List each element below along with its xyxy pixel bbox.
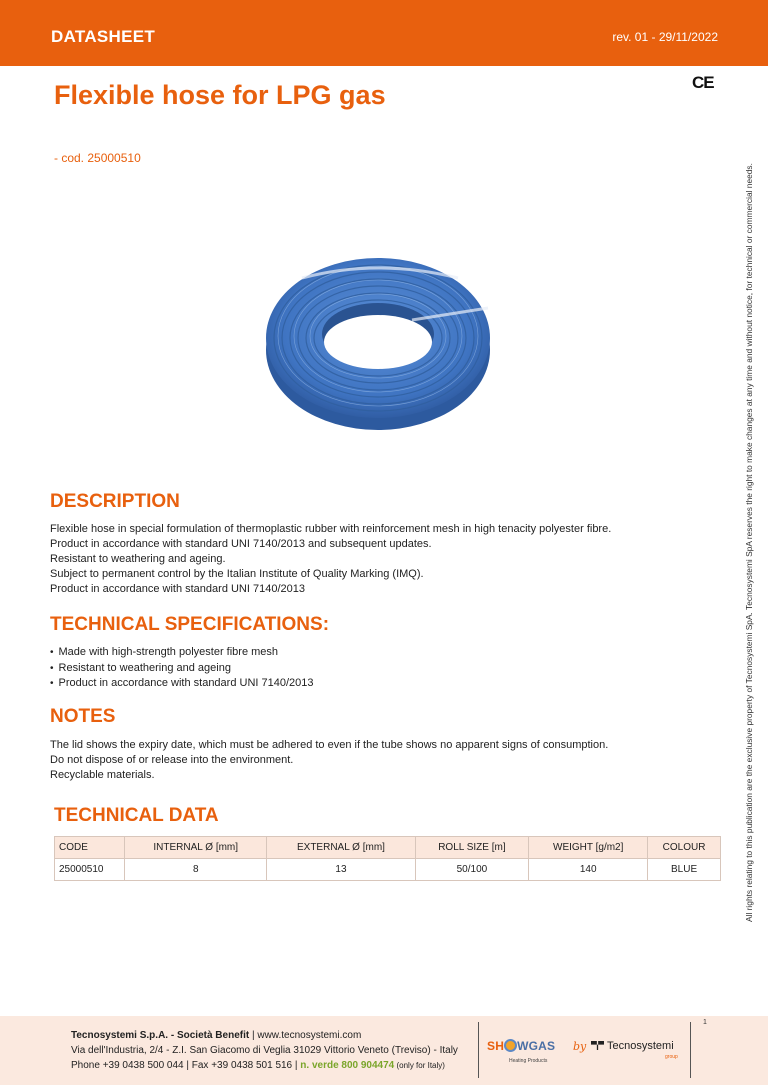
page-title: Flexible hose for LPG gas — [54, 80, 386, 110]
footer-phone-line — [71, 1058, 458, 1073]
footer-divider — [478, 1022, 479, 1078]
technical-data-table — [54, 836, 721, 881]
table-header-row — [55, 837, 721, 859]
description-line: Subject to permanent control by the Italian Institute of Quality Marking (IMQ). — [50, 568, 424, 580]
specs-heading: TECHNICAL SPECIFICATIONS: — [50, 614, 330, 635]
description-heading: DESCRIPTION — [50, 491, 180, 512]
footer-address: Via dell'Industria, 2/4 - Z.I. San Giacomo di Veglia 31029 Vittorio Veneto (Treviso) - Italy — [71, 1045, 458, 1056]
table-cell: 8 — [125, 859, 267, 881]
notes-line: Do not dispose of or release into the environment. — [50, 754, 294, 766]
hose-coil-image — [262, 238, 494, 434]
revision-date: rev. 01 - 29/11/2022 — [612, 30, 718, 44]
column-header: COLOUR — [648, 837, 721, 859]
flame-drop-icon — [504, 1039, 517, 1052]
notes-line: The lid shows the expiry date, which must be adhered to even if the tube shows no apparent signs of consumption. — [50, 739, 609, 751]
datasheet-label: DATASHEET — [51, 27, 156, 46]
specs-item: • Made with high-strength polyester fibre mesh — [50, 645, 314, 661]
toll-free-note: (only for Italy) — [394, 1061, 445, 1070]
column-header: ROLL SIZE [m] — [415, 837, 529, 859]
footer-company-line — [71, 1028, 458, 1043]
description-line: Product in accordance with standard UNI 7140/2013 — [50, 583, 305, 595]
company-website[interactable]: | www.tecnosystemi.com — [249, 1030, 362, 1041]
tecnosystemi-mark-icon — [591, 1041, 604, 1050]
specs-item: • Resistant to weathering and ageing — [50, 661, 314, 677]
footer-contact — [71, 1028, 458, 1073]
column-header: CODE — [55, 837, 125, 859]
table-row — [55, 859, 721, 881]
showgas-logo: SH WGAS — [487, 1039, 556, 1053]
column-header: INTERNAL Ø [mm] — [125, 837, 267, 859]
table-cell: 25000510 — [55, 859, 125, 881]
description-line: Resistant to weathering and ageing. — [50, 553, 226, 565]
toll-free-number: n. verde 800 904474 — [300, 1060, 395, 1071]
copyright-side-note: All rights relating to this publication are the exclusive property of Tecnosystemi SpA. Tecnosystemi SpA reserves the right to make changes at any time and without notice, for technical or commercial needs. — [744, 163, 754, 922]
notes-line: Recyclable materials. — [50, 769, 155, 781]
company-name: Tecnosystemi S.p.A. - Società Benefit — [71, 1030, 250, 1041]
table-cell: 13 — [267, 859, 415, 881]
footer — [0, 1016, 768, 1085]
table-cell: 140 — [529, 859, 648, 881]
tecnosystemi-logo: Tecnosystemi — [591, 1040, 674, 1052]
description-line: Product in accordance with standard UNI 7140/2013 and subsequent updates. — [50, 538, 432, 550]
by-text: by — [573, 1040, 587, 1053]
product-code: - cod. 25000510 — [54, 151, 141, 165]
group-label: group — [665, 1054, 678, 1060]
technical-data-heading: TECHNICAL DATA — [54, 805, 219, 826]
footer-divider — [690, 1022, 691, 1078]
description-line: Flexible hose in special formulation of thermoplastic rubber with reinforcement mesh in high tenacity polyester fibre. — [50, 523, 612, 535]
ce-mark: CE — [692, 73, 714, 92]
showgas-subtitle: Heating Products — [509, 1058, 548, 1064]
page-number: 1 — [703, 1019, 707, 1026]
header-bar — [0, 0, 768, 66]
column-header: WEIGHT [g/m2] — [529, 837, 648, 859]
specs-list — [50, 645, 314, 692]
specs-item: • Product in accordance with standard UNI 7140/2013 — [50, 676, 314, 692]
notes-heading: NOTES — [50, 706, 116, 727]
notes-text — [50, 738, 730, 783]
column-header: EXTERNAL Ø [mm] — [267, 837, 415, 859]
phone-fax: Phone +39 0438 500 044 | Fax +39 0438 501 516 | — [71, 1060, 301, 1071]
table-cell: BLUE — [648, 859, 721, 881]
description-text — [50, 522, 730, 597]
table-cell: 50/100 — [415, 859, 529, 881]
